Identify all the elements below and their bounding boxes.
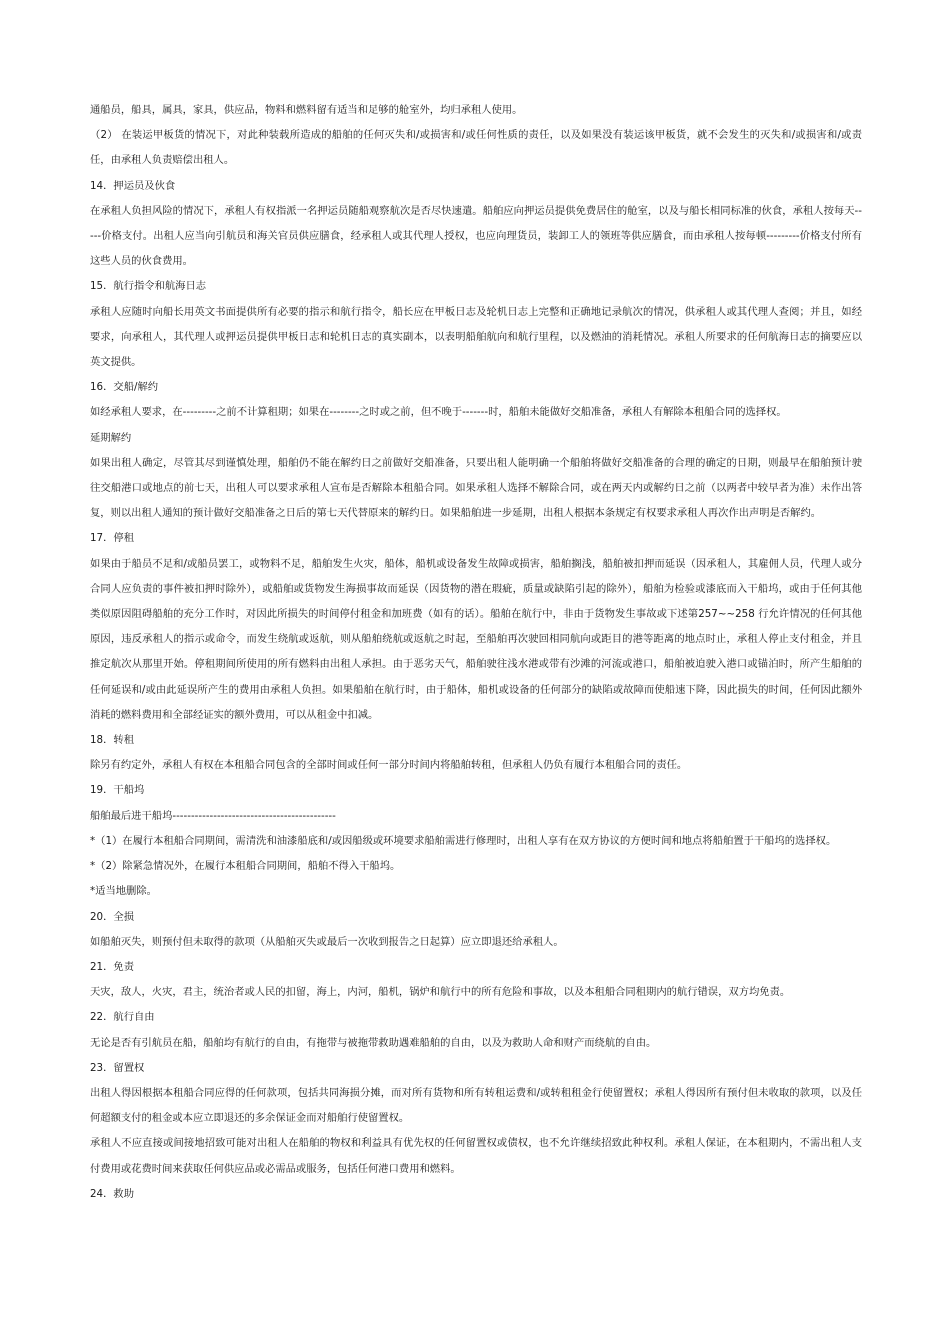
paragraph: 船舶最后进干船坞-------------------------------------------- [90,809,336,822]
section-heading: 17．停租 [90,532,134,545]
paragraph: 如经承租人要求，在---------之前不计算租期；如果在--------之时或之前，但不晚于-------时，船舶未能做好交船准备，承租人有解除本租船合同的选择权。 [90,406,787,419]
paragraph: 承租人不应直接或间接地招致可能对出租人在船舶的物权和利益具有优先权的任何留置权或债权，也不允许继续招致此种权利。承租人保证，在本租期内，不需出租人支付费用或花费时间来获取任何供应品或必需品或服务，包括任何港口费用和燃料。 [90,1137,862,1175]
paragraph: 除另有约定外，承租人有权在本租船合同包含的全部时间或任何一部分时间内将船舶转租，但承租人仍负有履行本租船合同的责任。 [90,759,688,772]
paragraph: *适当地删除。 [90,885,157,898]
paragraph: 承租人应随时向船长用英文书面提供所有必要的指示和航行指令，船长应在甲板日志及轮机日志上完整和正确地记录航次的情况，供承租人或其代理人查阅；并且，如经要求，向承租人，其代理人或押运员提供甲板日志和轮机日志的真实副本，以表明船舶航向和航行里程，以及燃油的消耗情况。承租人所要求的任何航海日志的摘要应以英文提供。 [90,305,862,369]
section-heading: 22．航行自由 [90,1011,155,1024]
section-heading: 延期解约 [90,431,132,444]
paragraph: 如果由于船员不足和/或船员罢工，或物料不足，船舶发生火灾，船体，船机或设备发生故障或损害，船舶搁浅，船舶被扣押而延误（因承租人，其雇佣人员，代理人或分合同人应负责的事件被扣押时除外），或船舶或货物发生海损事故而延误（因货物的潜在瑕疵，质量或缺陷引起的除外），船舶为检验或漆底而入干船坞，或由于任何其他类似原因阻碍船舶的充分工作时，对因此所损失的时间停付租金和加班费（如有的话）。船舶在航行中，非由于货物发生事故或下述第257~~258 行允许情况的任何其他原因，违反承租人的指示或命令，而发生绕航或返航，则从船舶绕航或返航之时起，至船舶再次驶回相同航向或距目的港等距离的地点时止，承租人停止支付租金，并且推定航次从那里开始。停租期间所使用的所有燃料由出租人承担。由于恶劣天气，船舶驶往浅水港或带有沙滩的河流或港口，船舶被迫驶入港口或锚泊时，所产生船舶的任何延误和/或由此延误所产生的费用由承租人负担。如果船舶在航行时，由于船体，船机或设备的任何部分的缺陷或故障而使船速下降，因此损失的时间，任何因此额外消耗的燃料费用和全部经证实的额外费用，可以从租金中扣减。 [90,557,862,721]
paragraph: *（2）除紧急情况外，在履行本租船合同期间，船舶不得入干船坞。 [90,860,401,873]
section-heading: 21．免责 [90,960,134,973]
document-page [90,98,862,1207]
section-heading: 15．航行指令和航海日志 [90,280,207,293]
section-heading: 18．转租 [90,734,134,747]
paragraph: 如船舶灭失，则预付但未取得的款项（从船舶灭失或最后一次收到报告之日起算）应立即退还给承租人。 [90,935,564,948]
section-heading: 19．干船坞 [90,784,145,797]
paragraph: 在承租人负担风险的情况下，承租人有权指派一名押运员随船观察航次是否尽快速遣。船舶应向押运员提供免费居住的舱室，以及与船长相同标准的伙食，承租人按每天-----价格支付。出租人应当向引航员和海关官员供应膳食，经承租人或其代理人授权，也应向理货员，装卸工人的领班等供应膳食，而由承租人按每顿---------价格支付所有这些人员的伙食费用。 [90,204,862,268]
paragraph: 通船员，船具，属具，家具，供应品，物料和燃料留有适当和足够的舱室外，均归承租人使用。 [90,104,523,116]
paragraph: 如果出租人确定，尽管其尽到谨慎处理，船舶仍不能在解约日之前做好交船准备，只要出租人能明确一个船舶将做好交船准备的合理的确定的日期，则最早在船舶预计驶往交船港口或地点的前七天，出租人可以要求承租人宣布是否解除本租船合同。如果承租人选择不解除合同，或在两天内或解约日之前（以两者中较早者为准）未作出答复，则以出租人通知的预计做好交船准备之日后的第七天代替原来的解约日。如果船舶进一步延期，出租人根据本条规定有权要求承租人再次作出声明是否解约。 [90,456,862,520]
paragraph: 天灾，敌人，火灾，君主，统治者或人民的扣留，海上，内河，船机，锅炉和航行中的所有危险和事故，以及本租船合同租期内的航行错误，双方均免责。 [90,986,791,999]
paragraph: 无论是否有引航员在船，船舶均有航行的自由，有拖带与被拖带救助遇难船舶的自由，以及为救助人命和财产而绕航的自由。 [90,1036,657,1049]
paragraph: 出租人得因根据本租船合同应得的任何款项，包括共同海损分摊，而对所有货物和所有转租运费和/或转租租金行使留置权；承租人得因所有预付但未收取的款项，以及任何超额支付的租金或本应立即退还的多余保证金而对船舶行使留置权。 [90,1086,862,1125]
section-heading: 23．留置权 [90,1061,145,1074]
paragraph: （2） 在装运甲板货的情况下，对此种装载所造成的船舶的任何灭失和/或损害和/或任何性质的责任，以及如果没有装运该甲板货，就不会发生的灭失和/或损害和/或责任，由承租人负责赔偿出租人。 [90,129,862,167]
section-heading: 24．救助 [90,1187,134,1200]
paragraph: *（1）在履行本租船合同期间，需清洗和油漆船底和/或因船级或环境要求船舶需进行修理时，出租人享有在双方协议的方便时间和地点将船舶置于干船坞的选择权。 [90,834,837,847]
section-heading: 20．全损 [90,910,134,923]
section-heading: 16．交船/解约 [90,381,159,394]
section-heading: 14．押运员及伙食 [90,179,176,192]
